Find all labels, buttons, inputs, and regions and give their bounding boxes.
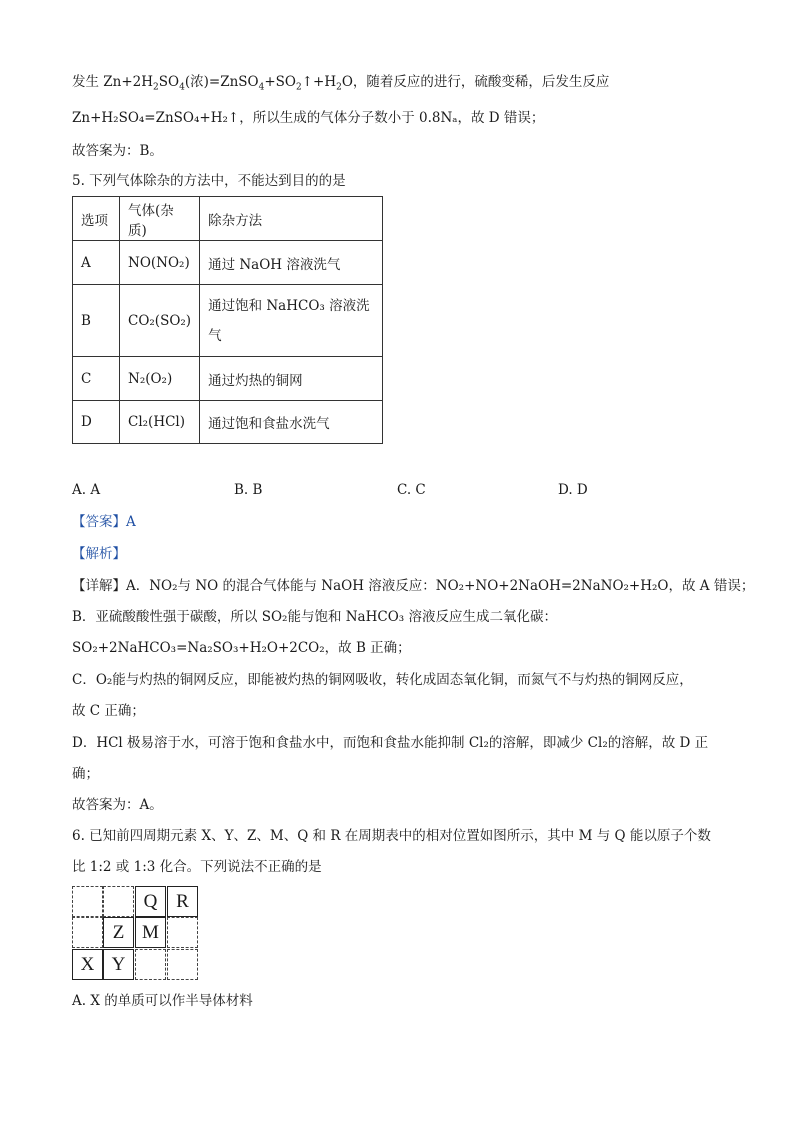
element-cell-r: R xyxy=(167,886,198,917)
table-row xyxy=(73,357,383,401)
analysis-line: 故答案为：A。 xyxy=(72,797,163,813)
analysis-line: 【详解】A．NO₂与 NO 的混合气体能与 NaOH 溶液反应：NO₂+NO+2NaOH=2NaNO₂+H₂O，故 A 错误； xyxy=(72,578,755,594)
eq-part: O，随着反应的进行，硫酸变稀，后发生反应 xyxy=(341,74,610,90)
subscript: 4 xyxy=(258,82,265,93)
eq-part: (浓)=ZnSO xyxy=(184,74,259,90)
table-row xyxy=(73,401,383,444)
subscript: 2 xyxy=(153,82,159,93)
analysis-label: 【解析】 xyxy=(72,546,126,562)
option-cell: C xyxy=(73,357,120,401)
analysis-line: B．亚硫酸酸性强于碳酸，所以 SO₂能与饱和 NaHCO₃ 溶液反应生成二氧化碳： xyxy=(72,609,557,625)
question-6-stem-1: 6. 已知前四周期元素 X、Y、Z、M、Q 和 R 在周期表中的相对位置如图所示，其中 M 与 Q 能以原子个数 xyxy=(72,828,711,844)
header-cell: 气体(杂质) xyxy=(120,197,200,241)
choice-b: B. B xyxy=(234,482,263,498)
question-5-stem: 5. 下列气体除杂的方法中，不能达到目的的是 xyxy=(72,173,346,189)
eq-part: SO xyxy=(158,74,180,90)
analysis-line: SO₂+2NaHCO₃=Na₂SO₃+H₂O+2CO₂，故 B 正确； xyxy=(72,640,411,656)
impurity-removal-table xyxy=(72,196,383,444)
option-cell: A xyxy=(73,241,120,285)
method-cell: 通过饱和 NaHCO₃ 溶液洗气 xyxy=(200,285,383,357)
method-cell: 通过饱和食盐水洗气 xyxy=(200,401,383,444)
eq-part: 发生 Zn+2H xyxy=(72,74,154,90)
header-cell: 除杂方法 xyxy=(200,197,383,241)
subscript: 4 xyxy=(179,82,185,93)
method-cell: 通过 NaOH 溶液洗气 xyxy=(200,241,383,285)
analysis-line: 故 C 正确； xyxy=(72,703,145,719)
method-cell: 通过灼热的铜网 xyxy=(200,357,383,401)
intro-line-3: 故答案为：B。 xyxy=(72,143,163,159)
element-cell-y: Y xyxy=(103,949,134,980)
answer-label: 【答案】A xyxy=(72,514,136,530)
table-header-row xyxy=(73,197,383,241)
empty-cell xyxy=(72,886,103,917)
element-cell-z: Z xyxy=(103,917,134,948)
empty-cell xyxy=(72,917,103,948)
analysis-line: C．O₂能与灼热的铜网反应，即能被灼热的铜网吸收，转化成固态氧化铜，而氮气不与灼热的铜网反应， xyxy=(72,672,693,688)
choice-c: C. C xyxy=(397,482,426,498)
gas-cell: N₂(O₂) xyxy=(120,357,200,401)
eq-part: +SO xyxy=(264,74,296,90)
gas-cell: Cl₂(HCl) xyxy=(120,401,200,444)
question-6-option-a: A. X 的单质可以作半导体材料 xyxy=(72,993,253,1009)
question-6-stem-2: 比 1:2 或 1:3 化合。下列说法不正确的是 xyxy=(72,859,322,875)
intro-line-2: Zn+H₂SO₄=ZnSO₄+H₂↑，所以生成的气体分子数小于 0.8Nₐ，故 D 错误； xyxy=(72,110,545,126)
empty-cell xyxy=(167,949,198,980)
eq-part: ↑+H xyxy=(301,74,337,90)
header-cell: 选项 xyxy=(73,197,120,241)
table-row xyxy=(73,285,383,357)
choice-row xyxy=(72,482,672,502)
choice-a: A. A xyxy=(72,482,101,498)
option-cell: B xyxy=(73,285,120,357)
element-cell-m: M xyxy=(135,917,166,948)
empty-cell xyxy=(103,886,134,917)
gas-cell: NO(NO₂) xyxy=(120,241,200,285)
table-row xyxy=(73,241,383,285)
empty-cell xyxy=(135,949,166,980)
subscript: 2 xyxy=(295,82,302,93)
choice-d: D. D xyxy=(558,482,588,498)
element-cell-x: X xyxy=(72,949,103,980)
option-cell: D xyxy=(73,401,120,444)
analysis-line: D．HCl 极易溶于水，可溶于饱和食盐水中，而饱和食盐水能抑制 Cl₂的溶解，即减少 Cl₂的溶解，故 D 正 xyxy=(72,735,709,751)
empty-cell xyxy=(167,917,198,948)
element-cell-q: Q xyxy=(135,886,166,917)
gas-cell: CO₂(SO₂) xyxy=(120,285,200,357)
subscript: 2 xyxy=(336,82,342,93)
intro-equation-line xyxy=(72,72,609,98)
analysis-line: 确； xyxy=(72,766,99,782)
